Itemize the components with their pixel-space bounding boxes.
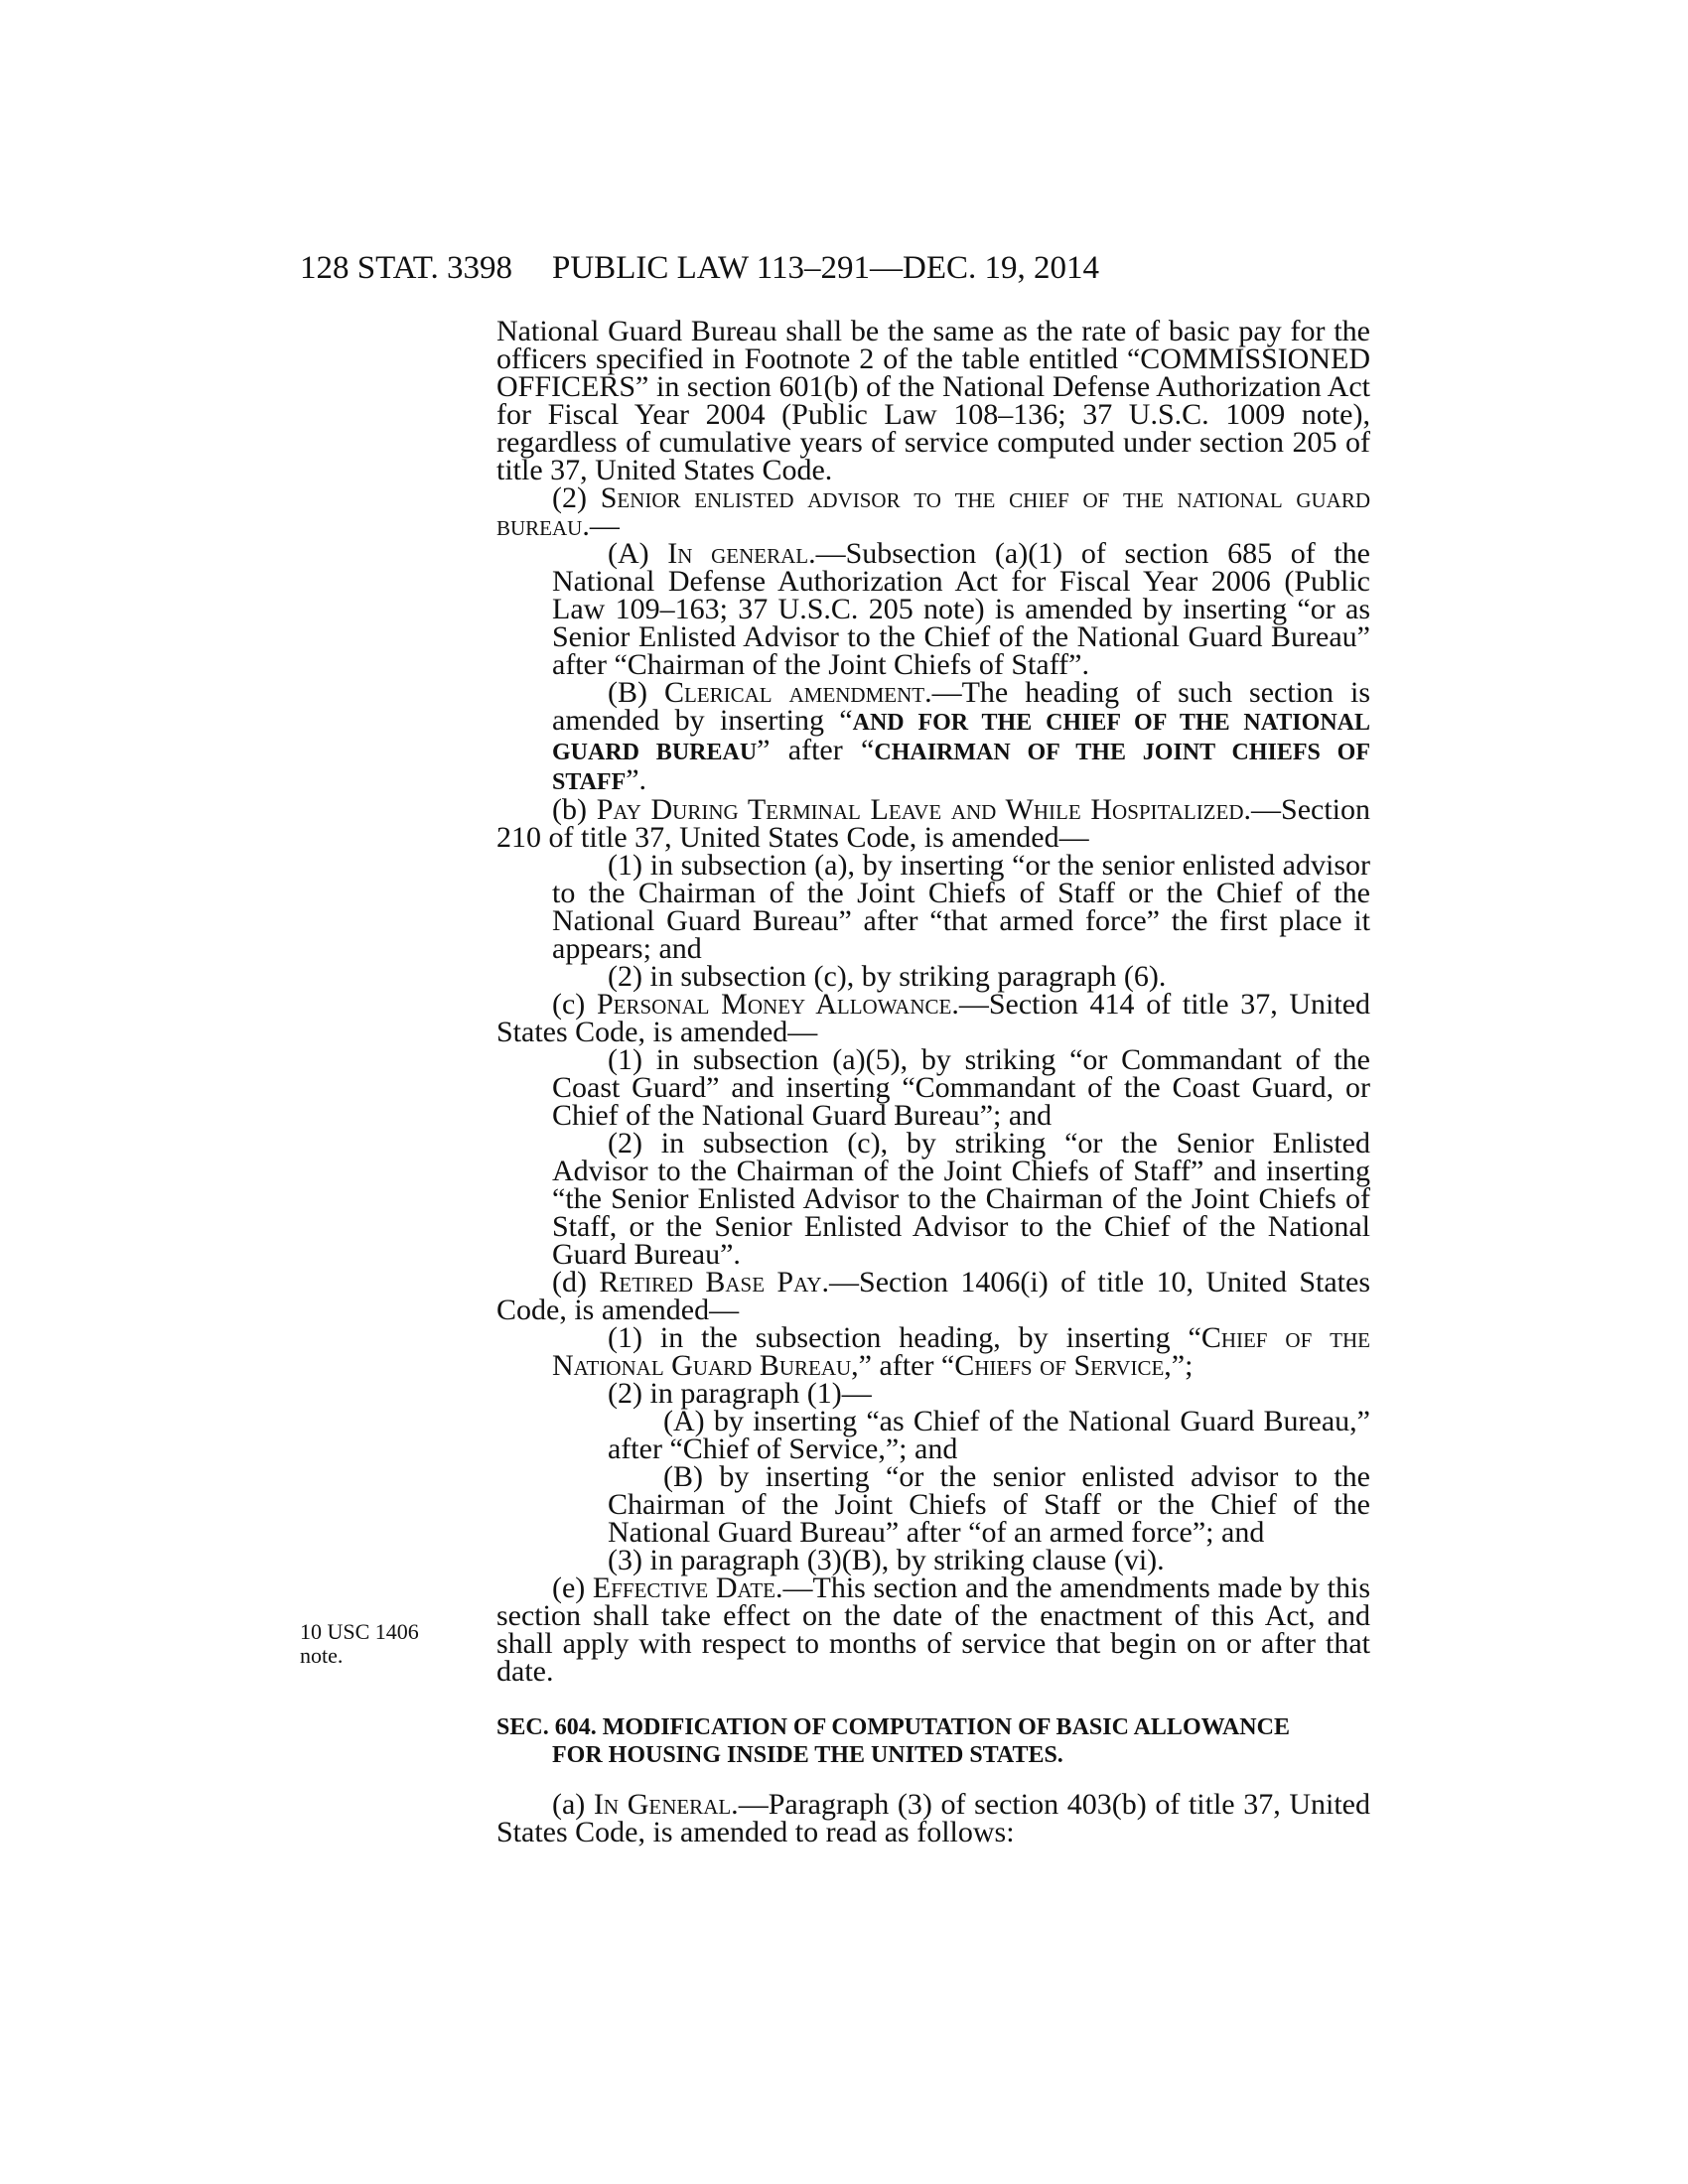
- paragraph-2-heading: [496, 481, 1371, 542]
- paragraph-2-number: (2): [552, 481, 601, 514]
- margin-note-line2: note.: [300, 1643, 344, 1668]
- paragraph-2b-bold2: CHAIRMAN OF THE JOINT CHIEFS OF STAFF: [552, 740, 1371, 795]
- subsection-b: [496, 793, 1371, 854]
- paragraph-2b-text1: —The heading of such section is amended by inserting “: [552, 676, 1370, 737]
- paragraph-2b-head: Clerical amendment.: [663, 676, 932, 709]
- subsection-c-para-2: (2) in subsection (c), by striking “or the Senior Enlisted Advisor to the Chairman of the Joint Chiefs of Staff” and inserting “the Senior Enlisted Advisor to the Chairman of the Joint Chiefs of Staff, or the Senior Enlisted Advisor to the Chief of the National Guard Bureau”.: [552, 1127, 1370, 1271]
- margin-note-line1: 10 USC 1406: [300, 1619, 419, 1644]
- section-604-heading-line1: SEC. 604. MODIFICATION OF COMPUTATION OF BASIC ALLOWANCE: [496, 1714, 1290, 1740]
- subsection-d-para-2a: (A) by inserting “as Chief of the National Guard Bureau,” after “Chief of Service,”; and: [608, 1405, 1370, 1465]
- subsection-c-para-1: (1) in subsection (a)(5), by striking “or Commandant of the Coast Guard” and inserting “Commandant of the Coast Guard, or Chief of the National Guard Bureau”; and: [552, 1043, 1370, 1132]
- subsection-d-para-1-text3: ”;: [1171, 1349, 1194, 1382]
- section-604-subsection-a: [496, 1788, 1370, 1848]
- subsection-b-head: Pay During Terminal Leave and While Hospitalized.: [596, 793, 1252, 826]
- subsection-e-head: Effective Date.: [592, 1571, 783, 1604]
- subsection-d-para-1-sc1: Chief of the National Guard Bureau,: [552, 1321, 1370, 1382]
- subsection-c: [496, 988, 1371, 1048]
- section-604-subsection-a-head: In General.: [593, 1788, 739, 1821]
- subsection-e: [496, 1571, 1370, 1688]
- subsection-b-para-1: (1) in subsection (a), by inserting “or the senior enlisted advisor to the Chairman of the Joint Chiefs of Staff or the Chief of the National Guard Bureau” after “that armed force” the first place it appears; and: [552, 849, 1370, 965]
- subsection-d-number: (d): [552, 1266, 600, 1298]
- subsection-c-number: (c): [552, 988, 597, 1021]
- paragraph-2a-text: —Subsection (a)(1) of section 685 of the National Defense Authorization Act for Fiscal Year 2006 (Public Law 109–163; 37 U.S.C. 205 note) is amended by inserting “or as Senior Enlisted Advisor to the Chief of the National Guard Bureau” after “Chairman of the Joint Chiefs of Staff”.: [552, 537, 1370, 681]
- subsection-d-para-1-text1: (1) in the subsection heading, by inserting “: [608, 1321, 1201, 1354]
- subsection-d: [496, 1266, 1370, 1326]
- paragraph-2b-bold1: AND FOR THE CHIEF OF THE NATIONAL GUARD BUREAU: [552, 710, 1370, 765]
- section-604-heading-line2: FOR HOUSING INSIDE THE UNITED STATES.: [552, 1742, 1063, 1768]
- paragraph-2b-text3: ”.: [626, 763, 647, 796]
- subsection-d-text: —Section 1406(i) of title 10, United States Code, is amended—: [496, 1266, 1370, 1326]
- paragraph-continuation: National Guard Bureau shall be the same as the rate of basic pay for the officers specified in Footnote 2 of the table entitled “COMMISSIONED OFFICERS” in section 601(b) of the National Defense Authorization Act for Fiscal Year 2004 (Public Law 108–136; 37 U.S.C. 1009 note), regardless of cumulative years of service computed under section 205 of title 37, United States Code.: [496, 315, 1370, 486]
- subsection-b-number: (b): [552, 793, 597, 826]
- paragraph-2a: [496, 537, 1370, 681]
- paragraph-2-dash: —: [589, 509, 620, 542]
- subsection-d-head: Retired Base Pay.: [599, 1266, 830, 1298]
- subsection-b-para-2: (2) in subsection (c), by striking paragraph (6).: [608, 960, 1167, 993]
- subsection-c-text: —Section 414 of title 37, United States Code, is amended—: [496, 988, 1371, 1048]
- subsection-c-head: Personal Money Allowance.: [596, 988, 959, 1021]
- section-604-heading: [496, 1713, 1370, 1769]
- subsection-d-para-1-text2: ” after “: [858, 1349, 955, 1382]
- paragraph-2b-number: (B): [608, 676, 664, 709]
- subsection-d-para-1: [496, 1321, 1370, 1382]
- margin-note: [300, 1620, 419, 1668]
- subsection-d-para-2: (2) in paragraph (1)—: [608, 1377, 872, 1410]
- page-header-title: PUBLIC LAW 113–291—DEC. 19, 2014: [552, 250, 1100, 286]
- stat-page-number: 128 STAT. 3398: [300, 250, 513, 286]
- section-604-subsection-a-text: —Paragraph (3) of section 403(b) of title 37, United States Code, is amended to read as follows:: [496, 1788, 1370, 1848]
- paragraph-2-head: Senior enlisted advisor to the chief of the national guard bureau.: [496, 481, 1371, 542]
- subsection-b-text: —Section 210 of title 37, United States Code, is amended—: [496, 793, 1371, 854]
- subsection-d-para-2b: (B) by inserting “or the senior enlisted advisor to the Chairman of the Joint Chiefs of Staff or the Chief of the National Guard Bureau” after “of an armed force”; and: [608, 1460, 1370, 1549]
- paragraph-2b-text2: ” after “: [757, 734, 875, 766]
- body-column: [496, 315, 1371, 1848]
- subsection-d-para-1-sc2: Chiefs of Service,: [954, 1349, 1172, 1382]
- paragraph-2a-head: In general.: [667, 537, 816, 570]
- paragraph-2a-number: (A): [608, 537, 668, 570]
- subsection-e-number: (e): [552, 1571, 593, 1604]
- paragraph-2b: [496, 676, 1371, 796]
- section-604-subsection-a-number: (a): [552, 1788, 594, 1821]
- subsection-d-para-3: (3) in paragraph (3)(B), by striking clause (vi).: [608, 1544, 1165, 1576]
- subsection-e-text: —This section and the amendments made by this section shall take effect on the date of the enactment of this Act, and shall apply with respect to months of service that begin on or after that date.: [496, 1571, 1370, 1688]
